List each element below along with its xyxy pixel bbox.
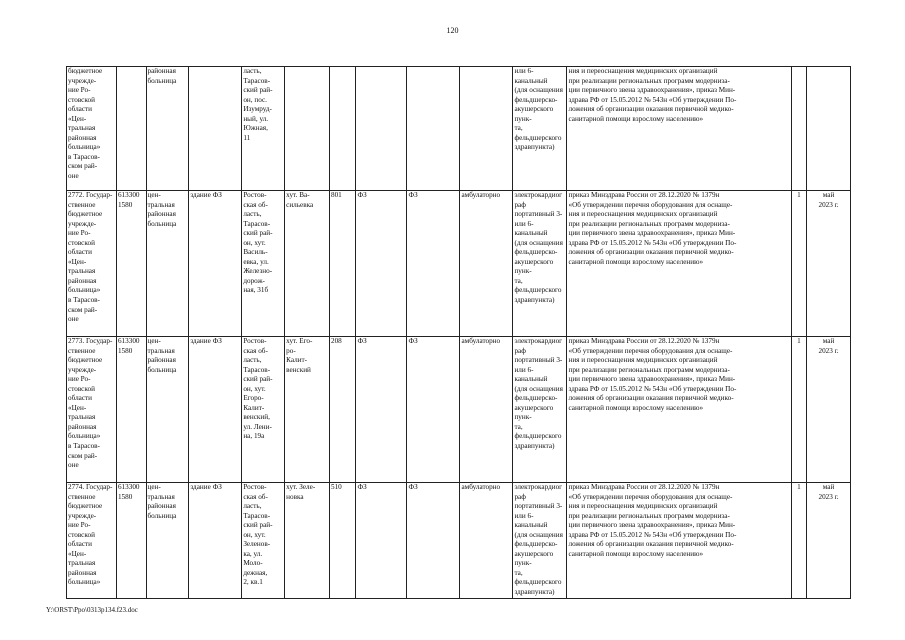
date-cell [807, 67, 851, 191]
equipment-cell [513, 191, 567, 337]
date-cell [807, 191, 851, 337]
address-text: Ростов- ская об- ласть, Тарасов- ский рай- он, хут. Егоро- Калит- венский, ул. Лени- на, 19а [243, 337, 273, 441]
table-row [67, 337, 851, 483]
unit-type-text: ФЗ [357, 337, 367, 345]
unit-subtype-cell [407, 483, 460, 599]
unit-subtype-text: ФЗ [408, 483, 418, 491]
table-row [67, 67, 851, 191]
row-number: 2772. [68, 191, 86, 199]
address-cell [242, 337, 285, 483]
facility-cell [146, 191, 189, 337]
building-text: здание ФЗ [190, 191, 222, 199]
date-text: май 2023 г. [818, 191, 839, 209]
care-form-cell [460, 337, 513, 483]
settlement-cell [285, 67, 330, 191]
facility-text: районная больница [147, 67, 177, 85]
address-text: ласть, Тарасов- ский рай- он, пос. Изумруд- ный, ул. Южная, 11 [243, 67, 273, 142]
building-cell [189, 483, 242, 599]
address-cell [242, 67, 285, 191]
building-cell [189, 67, 242, 191]
code-cell [116, 483, 146, 599]
date-cell [807, 337, 851, 483]
facility-cell [146, 337, 189, 483]
quantity-cell [791, 337, 806, 483]
unit-type-cell [356, 483, 407, 599]
unit-subtype-cell [407, 337, 460, 483]
row-number: 2774. [68, 483, 86, 491]
equipment-cell [513, 67, 567, 191]
quantity-text: 1 [797, 337, 801, 345]
organization-cell [67, 191, 117, 337]
unit-subtype-cell [407, 191, 460, 337]
building-text: здание ФЗ [190, 337, 222, 345]
organization-name: Государ- ственное бюджетное учрежде- ние Ро- стовской области «Цен- тральная районная больница» в Тарасов- ском рай- оне [68, 337, 113, 470]
building-cell [189, 191, 242, 337]
legal-basis-text: приказ Минздрава России от 28.12.2020 № 1379н «Об утверждении перечня оборудования для оснаще- ния и переоснащения медицинских организаций при реализации региональных программ модерниза- ции первичного звена здравоохранения», приказ Мин- здрава РФ от 15.05.2012 № 543н «Об утверждении По- ложения об организации оказания первичной медико- санитарной помощи взрослому населению» [568, 337, 737, 412]
unit-subtype-text: ФЗ [408, 191, 418, 199]
legal-basis-text: ния и переоснащения медицинских организаций при реализации региональных программ модерниза- ции первичного звена здравоохранения», приказ Мин- здрава РФ от 15.05.2012 № 543н «Об утверждении По- ложения об организации оказания первичной медико- санитарной помощи взрослому населению» [568, 67, 737, 123]
row-number: 2773. [68, 337, 86, 345]
quantity-cell [791, 483, 806, 599]
equipment-cell [513, 337, 567, 483]
facility-text: цен- тральная районная больница [147, 191, 177, 228]
legal-basis-cell [567, 191, 791, 337]
population-cell [329, 337, 356, 483]
legal-basis-text: приказ Минздрава России от 28.12.2020 № 1379н «Об утверждении перечня оборудования для оснаще- ния и переоснащения медицинских организаций при реализации региональных программ модерниза- ции первичного звена здравоохранения», приказ Мин- здрава РФ от 15.05.2012 № 543н «Об утверждении По- ложения об организации оказания первичной медико- санитарной помощи взрослому населению» [568, 191, 737, 266]
footer-file-path: Y:\ORST\Ppo\0313p134.f23.doc [46, 606, 138, 614]
table-row [67, 191, 851, 337]
facility-text: цен- тральная районная больница [147, 483, 177, 520]
code-text: 613300 1580 [117, 191, 140, 209]
date-text: май 2023 г. [818, 337, 839, 355]
unit-type-cell [356, 67, 407, 191]
table-row [67, 483, 851, 599]
organization-cell [67, 337, 117, 483]
legal-basis-cell [567, 67, 791, 191]
settlement-cell [285, 191, 330, 337]
date-cell [807, 483, 851, 599]
quantity-text: 1 [797, 483, 801, 491]
building-cell [189, 337, 242, 483]
unit-type-text: ФЗ [357, 483, 367, 491]
settlement-cell [285, 483, 330, 599]
care-form-text: амбулаторно [461, 483, 501, 491]
population-text: 208 [330, 337, 342, 345]
settlement-cell [285, 337, 330, 483]
organization-name: бюджетное учрежде- ние Ро- стовской области «Цен- тральная районная больница» в Тарасов- ском рай- оне [68, 67, 103, 181]
code-cell [116, 191, 146, 337]
equipment-text: электрокардиограф портативный 3- или 6-канальный (для оснащения фельдшерско- акушерского пунк- та, фельдшерского здравпункта) [514, 191, 563, 305]
unit-type-cell [356, 337, 407, 483]
quantity-cell [791, 67, 806, 191]
care-form-text: амбулаторно [461, 337, 501, 345]
unit-subtype-cell [407, 67, 460, 191]
equipment-cell [513, 483, 567, 599]
legal-basis-cell [567, 483, 791, 599]
address-text: Ростов- ская об- ласть, Тарасов- ский рай- он, хут. Василь- евка, ул. Железно- дорож- ная, 31б [243, 191, 273, 295]
code-text: 613300 1580 [117, 483, 140, 501]
address-text: Ростов- ская об- ласть, Тарасов- ский рай- он, хут. Зеленов- ка, ул. Моло- дежная, 2, кв.1 [243, 483, 273, 587]
legal-basis-text: приказ Минздрава России от 28.12.2020 № 1379н «Об утверждении перечня оборудования для оснаще- ния и переоснащения медицинских организаций при реализации региональных программ модерниза- ции первичного звена здравоохранения», приказ Мин- здрава РФ от 15.05.2012 № 543н «Об утверждении По- ложения об организации оказания первичной медико- санитарной помощи взрослому населению» [568, 483, 737, 558]
settlement-text: хут. Ва- сильевка [286, 191, 314, 209]
facility-cell [146, 67, 189, 191]
address-cell [242, 191, 285, 337]
care-form-cell [460, 67, 513, 191]
legal-basis-cell [567, 337, 791, 483]
unit-subtype-text: ФЗ [408, 337, 418, 345]
settlement-text: хут. Его- ро- Калит- венский [286, 337, 313, 374]
organization-cell [67, 67, 117, 191]
building-text: здание ФЗ [190, 483, 222, 491]
population-cell [329, 191, 356, 337]
care-form-cell [460, 191, 513, 337]
care-form-text: амбулаторно [461, 191, 501, 199]
page-number: 120 [446, 26, 459, 35]
population-cell [329, 483, 356, 599]
care-form-cell [460, 483, 513, 599]
organization-name: Государ- ственное бюджетное учрежде- ние Ро- стовской области «Цен- тральная районная больница» в Тарасов- ском рай- оне [68, 191, 113, 324]
code-cell [116, 337, 146, 483]
organization-name: Государ- ственное бюджетное учрежде- ние Ро- стовской области «Цен- тральная районная больница» [68, 483, 113, 587]
unit-type-cell [356, 191, 407, 337]
quantity-cell [791, 191, 806, 337]
code-text: 613300 1580 [117, 337, 140, 355]
address-cell [242, 483, 285, 599]
equipment-text: электрокардиограф портативный 3- или 6-канальный (для оснащения фельдшерско- акушерского пунк- та, фельдшерского здравпункта) [514, 337, 563, 451]
quantity-text: 1 [797, 191, 801, 199]
equipment-text: электрокардиограф портативный 3- или 6-канальный (для оснащения фельдшерско- акушерского пунк- та, фельдшерского здравпункта) [514, 483, 563, 597]
unit-type-text: ФЗ [357, 191, 367, 199]
population-text: 801 [330, 191, 342, 199]
population-text: 510 [330, 483, 342, 491]
facility-text: цен- тральная районная больница [147, 337, 177, 374]
organization-cell [67, 483, 117, 599]
code-cell [116, 67, 146, 191]
equipment-text: или 6-канальный (для оснащения фельдшерско- акушерского пунк- та, фельдшерского здравпункта) [514, 67, 563, 152]
facility-cell [146, 483, 189, 599]
date-text: май 2023 г. [818, 483, 839, 501]
settlement-text: хут. Зеле- новка [286, 483, 316, 501]
population-cell [329, 67, 356, 191]
equipment-table [66, 66, 851, 599]
